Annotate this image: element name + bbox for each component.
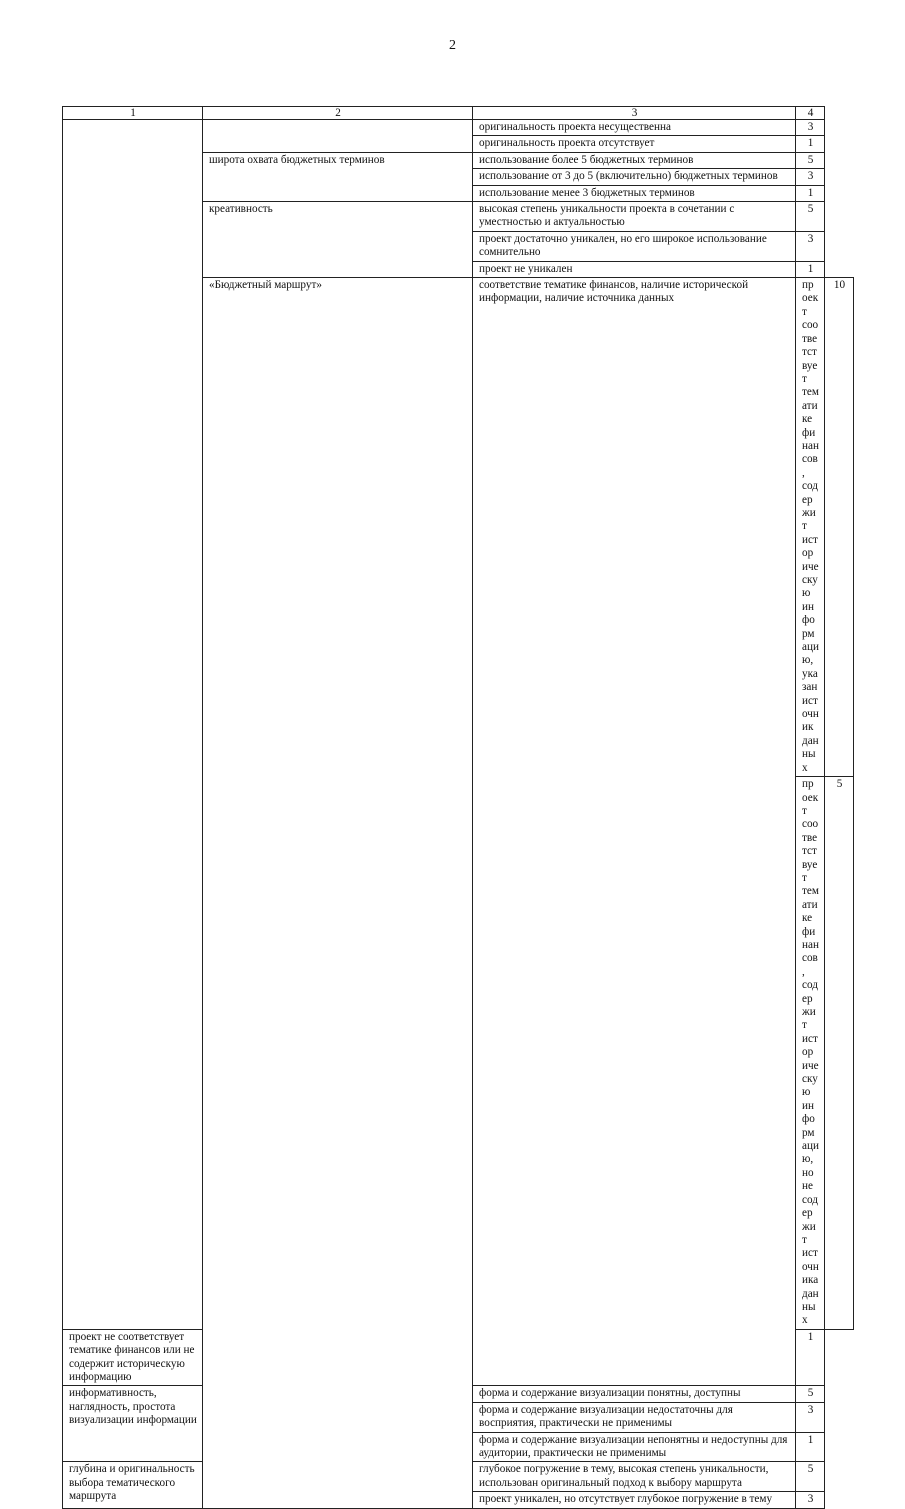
page-number: 2 (449, 38, 456, 53)
level-description: использование от 3 до 5 (включительно) бюджетных терминов (473, 169, 796, 185)
level-description: проект соответствует тематике финансов, содержит историческую информацию, но не содержит источника данных (796, 777, 825, 1330)
level-description: форма и содержание визуализации понятны, доступны (473, 1386, 796, 1402)
table-header-row (63, 107, 854, 120)
level-description: форма и содержание визуализации недостаточны для восприятия, практически не применимы (473, 1402, 796, 1432)
level-description: оригинальность проекта несущественна (473, 120, 796, 136)
table-row (63, 120, 854, 136)
level-score: 1 (796, 1432, 825, 1462)
header-cell-4: 4 (796, 107, 825, 120)
level-score: 3 (796, 231, 825, 261)
header-cell-3: 3 (473, 107, 796, 120)
level-score: 3 (796, 169, 825, 185)
level-score: 3 (796, 120, 825, 136)
nomination-cell: «Бюджетный маршрут» (203, 278, 473, 1509)
criterion-cell (203, 120, 473, 153)
level-score: 3 (796, 1402, 825, 1432)
level-score: 5 (796, 202, 825, 232)
criterion-cell: соответствие тематике финансов, наличие исторической информации, наличие источника данных (473, 278, 796, 1386)
level-score: 10 (825, 278, 854, 777)
level-score: 5 (796, 152, 825, 168)
level-description: проект не соответствует тематике финансов или не содержит историческую информацию (63, 1329, 203, 1386)
header-cell-1: 1 (63, 107, 203, 120)
criterion-cell: информативность, наглядность, простота визуализации информации (63, 1386, 203, 1462)
level-description: форма и содержание визуализации непонятны и недоступны для аудитории, практически не применимы (473, 1432, 796, 1462)
level-description: проект соответствует тематике финансов, содержит историческую информацию, указан источник данных (796, 278, 825, 777)
level-description: глубокое погружение в тему, высокая степень уникальности, использован оригинальный подход к выбору маршрута (473, 1462, 796, 1492)
criteria-table (62, 106, 854, 1509)
level-score: 1 (796, 261, 825, 277)
header-cell-2: 2 (203, 107, 473, 120)
level-score: 1 (796, 185, 825, 201)
level-description: проект достаточно уникален, но его широкое использование сомнительно (473, 231, 796, 261)
level-description: высокая степень уникальности проекта в сочетании с уместностью и актуальностью (473, 202, 796, 232)
level-description: проект не уникален (473, 261, 796, 277)
level-score: 5 (825, 777, 854, 1330)
level-description: оригинальность проекта отсутствует (473, 136, 796, 152)
criterion-cell: глубина и оригинальность выбора тематического маршрута (63, 1462, 203, 1508)
level-description: проект уникален, но отсутствует глубокое погружение в тему (473, 1492, 796, 1508)
criterion-cell: креативность (203, 202, 473, 278)
level-score: 1 (796, 1329, 825, 1386)
level-description: использование более 5 бюджетных терминов (473, 152, 796, 168)
nomination-cell (63, 120, 203, 1330)
level-score: 1 (796, 136, 825, 152)
level-description: использование менее 3 бюджетных терминов (473, 185, 796, 201)
criterion-cell: широта охвата бюджетных терминов (203, 152, 473, 201)
level-score: 5 (796, 1462, 825, 1492)
level-score: 3 (796, 1492, 825, 1508)
level-score: 5 (796, 1386, 825, 1402)
